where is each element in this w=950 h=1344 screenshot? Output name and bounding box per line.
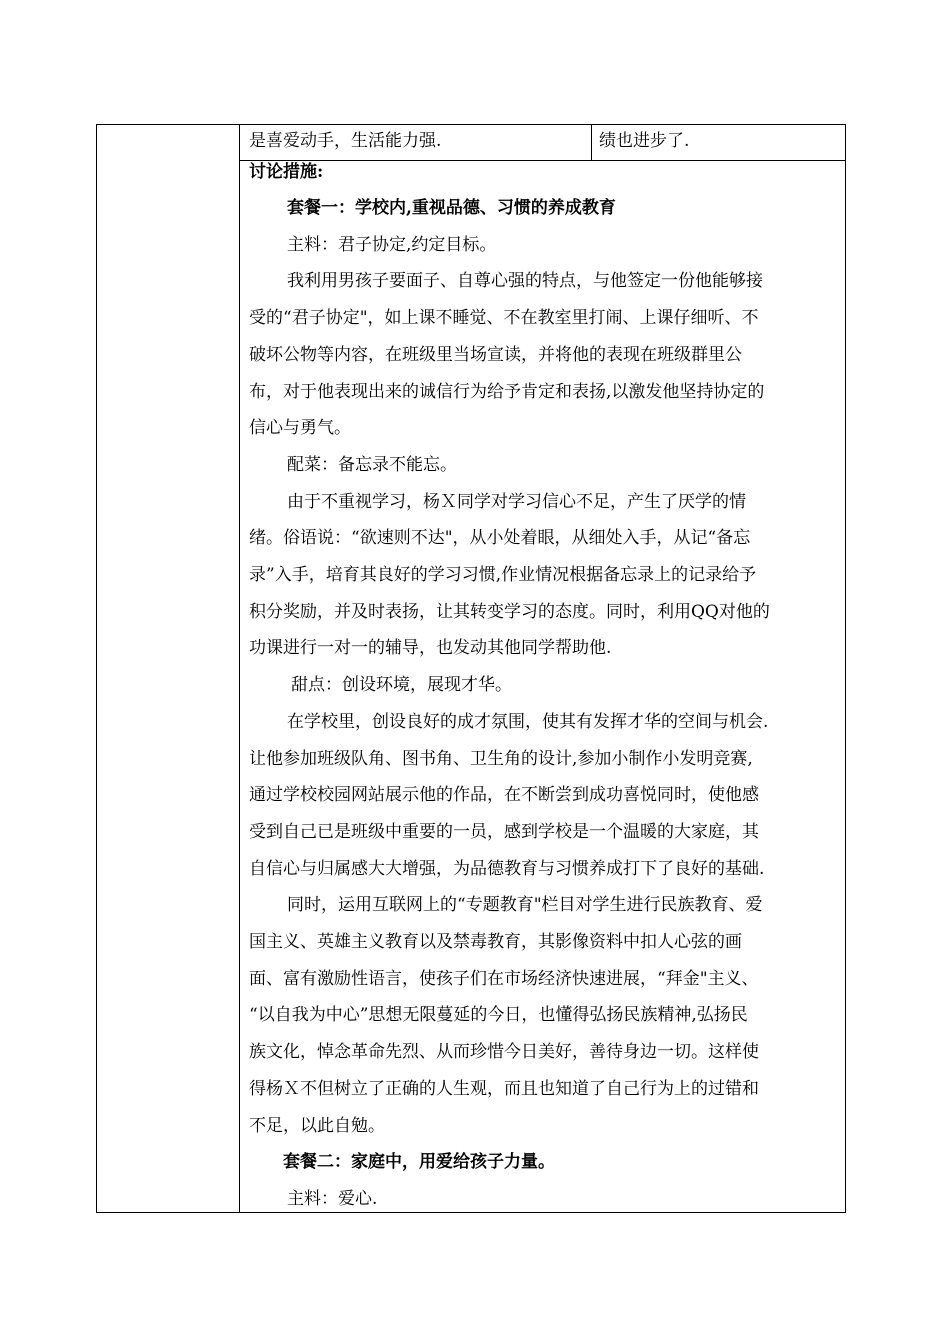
- body-line: 破坏公物等内容，在班级里当场宣读，并将他的表现在班级群里公: [249, 344, 742, 365]
- body-line: 得杨Ｘ不但树立了正确的人生观，而且也知道了自己行为上的过错和: [249, 1078, 759, 1099]
- body-line: 录”入手，培育其良好的学习习惯,作业情况根据备忘录上的记录给予: [249, 565, 757, 585]
- body-line: 自信心与归属感大大增强，为品德教育与习惯养成打下了良好的基础.: [249, 858, 765, 879]
- body-line: 甜点：创设环境，展现才华。: [291, 675, 512, 696]
- body-line: 信心与勇气。: [249, 418, 351, 439]
- body-line: 受到自己已是班级中重要的一员，感到学校是一个温暖的大家庭，其: [249, 821, 759, 842]
- body-line: 主料：爱心.: [287, 1188, 378, 1209]
- body-line: 同时，运用互联网上的“专题教育"栏目对学生进行民族教育、爱: [287, 895, 763, 916]
- body-line: 我利用男孩子要面子、自尊心强的特点，与他签定一份他能够接: [287, 271, 763, 292]
- body-line: 不足，以此自勉。: [249, 1115, 385, 1136]
- body-line: 主料：君子协定,约定目标。: [287, 234, 497, 255]
- document-table: [96, 124, 846, 1213]
- row-divider: [239, 160, 845, 161]
- body-line: 受的“君子协定"，如上课不睡觉、不在教室里打闹、上课仔细听、不: [249, 308, 759, 329]
- column-divider-left: [239, 125, 240, 1212]
- body-line: 通过学校校园网站展示他的作品，在不断尝到成功喜悦同时，使他感: [249, 785, 759, 806]
- body-line: 套餐二：家庭中，用爱给孩子力量。: [283, 1152, 555, 1173]
- body-line: 配菜：备忘录不能忘。: [287, 454, 457, 475]
- body-line: 由于不重视学习，杨Ｘ同学对学习信心不足，产生了厌学的情: [287, 491, 746, 512]
- column-divider-top-row: [591, 125, 592, 160]
- body-line: 布，对于他表现出来的诚信行为给予肯定和表扬,以激发他坚持协定的: [249, 381, 765, 402]
- body-line: 族文化，悼念革命先烈、从而珍惜今日美好，善待身边一切。这样使: [249, 1042, 759, 1063]
- top-row-right-text: 绩也进步了.: [599, 131, 690, 151]
- body-line: 国主义、英雄主义教育以及禁毒教育，其影像资料中扣人心弦的画: [249, 932, 742, 952]
- top-row-left-text: 是喜爱动手，生活能力强.: [249, 131, 442, 151]
- body-line: 功课进行一对一的辅导，也发动其他同学帮助他.: [249, 638, 612, 659]
- body-line: 在学校里，创设良好的成才氛围，使其有发挥才华的空间与机会.: [287, 711, 769, 732]
- body-line: 让他参加班级队角、图书角、卫生角的设计,参加小制作小发明竞赛,: [249, 748, 753, 769]
- body-line: 积分奖励，并及时表扬，让其转变学习的态度。同时，利用QQ对他的: [249, 601, 770, 622]
- section-title: 讨论措施:: [249, 162, 324, 182]
- body-line: “以自我为中心”思想无限蔓延的今日，也懂得弘扬民族精神,弘扬民: [249, 1005, 748, 1026]
- body-line: 套餐一：学校内,重视品德、习惯的养成教育: [287, 198, 616, 218]
- body-line: 绪。俗语说：“欲速则不达"，从小处着眼，从细处入手，从记“备忘: [249, 528, 751, 549]
- body-line: 面、富有激励性语言，使孩子们在市场经济快速进展，“拜金"主义、: [249, 968, 759, 989]
